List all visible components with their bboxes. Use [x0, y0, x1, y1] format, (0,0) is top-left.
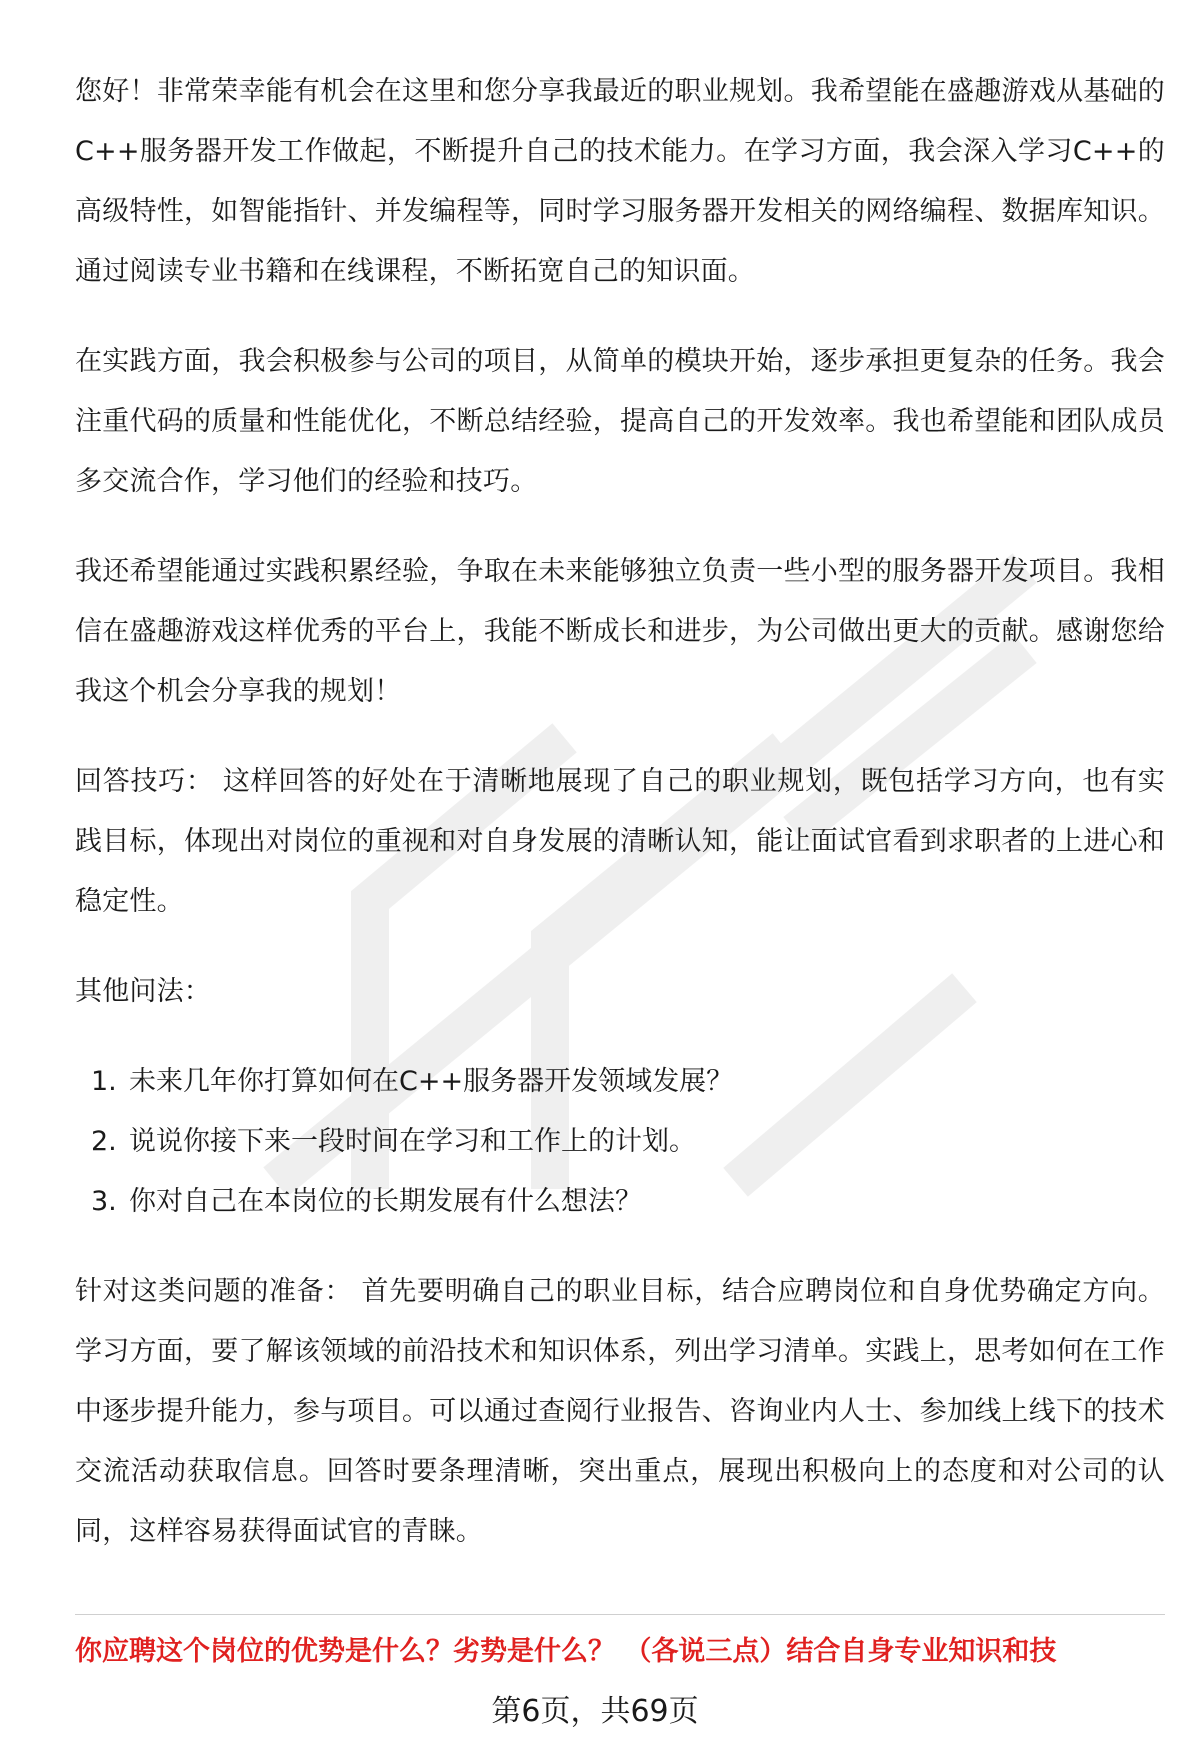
list-item-text: 说说你接下来一段时间在学习和工作上的计划。 [129, 1126, 696, 1157]
next-question-heading: 你应聘这个岗位的优势是什么？劣势是什么？ （各说三点）结合自身专业知识和技 [75, 1636, 1057, 1667]
list-item [75, 1052, 1165, 1112]
list-item [75, 1112, 1165, 1172]
answer-paragraph-2: 在实践方面，我会积极参与公司的项目，从简单的模块开始，逐步承担更复杂的任务。我会注重代码的质量和性能优化，不断总结经验，提高自己的开发效率。我也希望能和团队成员多交流合作，学习他们的经验和技巧。 [75, 346, 1165, 497]
other-questions-list [75, 1052, 1165, 1232]
list-item-number: 2. [91, 1126, 117, 1157]
document-body [75, 62, 1165, 1592]
list-item-number: 1. [91, 1066, 117, 1097]
other-questions-heading: 其他问法： [75, 976, 211, 1007]
answer-paragraph-1: 您好！非常荣幸能有机会在这里和您分享我最近的职业规划。我希望能在盛趣游戏从基础的C++服务器开发工作做起，不断提升自己的技术能力。在学习方面，我会深入学习C++的高级特性，如智能指针、并发编程等，同时学习服务器开发相关的网络编程、数据库知识。通过阅读专业书籍和在线课程，不断拓宽自己的知识面。 [75, 76, 1165, 287]
list-item-text: 未来几年你打算如何在C++服务器开发领域发展？ [129, 1066, 734, 1097]
answer-tips: 回答技巧： 这样回答的好处在于清晰地展现了自己的职业规划，既包括学习方向，也有实践目标，体现出对岗位的重视和对自身发展的清晰认知，能让面试官看到求职者的上进心和稳定性。 [75, 766, 1165, 917]
list-item-number: 3. [91, 1186, 117, 1217]
section-divider [75, 1614, 1165, 1615]
list-item-text: 你对自己在本岗位的长期发展有什么想法？ [129, 1186, 642, 1217]
answer-paragraph-3: 我还希望能通过实践积累经验，争取在未来能够独立负责一些小型的服务器开发项目。我相信在盛趣游戏这样优秀的平台上，我能不断成长和进步，为公司做出更大的贡献。感谢您给我这个机会分享我的规划！ [75, 556, 1165, 707]
list-item [75, 1172, 1165, 1232]
preparation-paragraph: 针对这类问题的准备： 首先要明确自己的职业目标，结合应聘岗位和自身优势确定方向。学习方面，要了解该领域的前沿技术和知识体系，列出学习清单。实践上，思考如何在工作中逐步提升能力，参与项目。可以通过查阅行业报告、咨询业内人士、参加线上线下的技术交流活动获取信息。回答时要条理清晰，突出重点，展现出积极向上的态度和对公司的认同，这样容易获得面试官的青睐。 [75, 1276, 1165, 1547]
page-number: 第6页，共69页 [491, 1694, 699, 1729]
